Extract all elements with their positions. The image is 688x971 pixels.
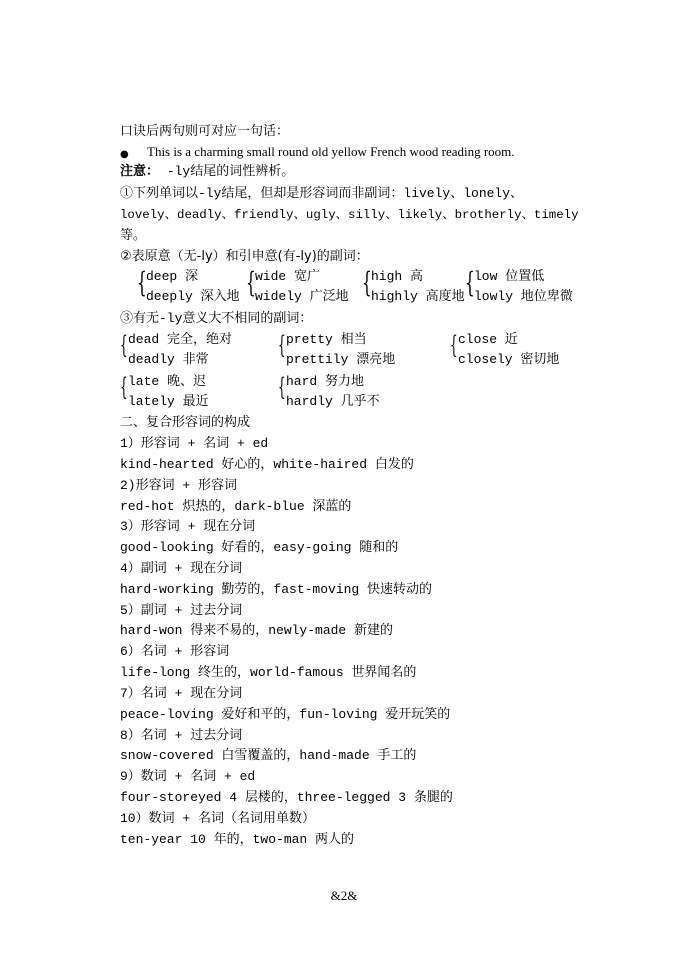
section2-title: 二、复合形容词的构成 bbox=[120, 415, 251, 430]
rule-head: 1）形容词 + 名词 + ed bbox=[120, 436, 269, 451]
pair-wide: wide 宽广 widely 广泛地 bbox=[255, 269, 349, 304]
brace-icon: { bbox=[450, 331, 458, 359]
rule-head: 4）副词 + 现在分词 bbox=[120, 561, 243, 576]
bullet-sentence: This is a charming small round old yellow French wood reading room. bbox=[147, 144, 515, 159]
rule-head: 8）名词 + 过去分词 bbox=[120, 728, 243, 743]
rule-head: 3）形容词 + 现在分词 bbox=[120, 519, 256, 534]
intro-line: 口诀后两句则可对应一句话： bbox=[120, 124, 290, 139]
pair-close: close 近 closely 密切地 bbox=[458, 332, 560, 367]
pair-hard: hard 努力地 hardly 几乎不 bbox=[286, 374, 380, 409]
brace-icon: { bbox=[465, 266, 475, 299]
note-text: -ly结尾的词性辨析。 bbox=[159, 164, 295, 179]
item1-line1: ①下列单词以-ly结尾，但却是形容词而非副词：lively、lonely、 bbox=[120, 186, 524, 201]
rule-example: snow-covered 白雪覆盖的，hand-made 手工的 bbox=[120, 748, 417, 763]
rule-example: life-long 终生的，world-famous 世界闻名的 bbox=[120, 665, 417, 680]
item1-line3: 等。 bbox=[120, 228, 147, 243]
rule-example: red-hot 炽热的，dark-blue 深蓝的 bbox=[120, 499, 352, 514]
pair-high: high 高 highly 高度地 bbox=[371, 269, 465, 304]
rule-example: ten-year 10 年的，two-man 两人的 bbox=[120, 832, 355, 847]
brace-icon: { bbox=[137, 266, 147, 299]
item1-line2: lovely、deadly、friendly、ugly、silly、likely、brotherly、timely bbox=[120, 208, 579, 222]
pair-low: low 位置低 lowly 地位卑微 bbox=[474, 269, 573, 304]
rule-head: 10）数词 + 名词（名词用单数） bbox=[120, 811, 316, 826]
rule-head: 7）名词 + 现在分词 bbox=[120, 686, 243, 701]
brace-icon: { bbox=[246, 266, 256, 299]
pair-dead: dead 完全，绝对 deadly 非常 bbox=[128, 332, 233, 367]
rule-head: 9）数词 + 名词 + ed bbox=[120, 769, 256, 784]
rule-example: four-storeyed 4 层楼的，three-legged 3 条腿的 bbox=[120, 790, 453, 805]
brace-icon: { bbox=[120, 331, 128, 359]
rule-example: kind-hearted 好心的，white-haired 白发的 bbox=[120, 457, 414, 472]
pair-pretty: pretty 相当 prettily 漂亮地 bbox=[286, 332, 396, 367]
pair-deep: deep 深 deeply 深入地 bbox=[146, 269, 240, 304]
rule-example: hard-working 勤劳的，fast-moving 快速转动的 bbox=[120, 582, 433, 597]
brace-icon: { bbox=[278, 373, 286, 401]
note-line bbox=[120, 163, 294, 181]
rule-head: 5）副词 + 过去分词 bbox=[120, 603, 243, 618]
pair-late: late 晚、迟 lately 最近 bbox=[128, 374, 209, 409]
rule-example: hard-won 得来不易的，newly-made 新建的 bbox=[120, 623, 394, 638]
rule-example: peace-loving 爱好和平的，fun-loving 爱开玩笑的 bbox=[120, 707, 451, 722]
rule-head: 2)形容词 + 形容词 bbox=[120, 478, 238, 493]
page-number: &2& bbox=[330, 888, 358, 903]
item2-heading: ②表原意（无-ly）和引申意(有-ly)的副词： bbox=[120, 249, 369, 264]
brace-icon: { bbox=[362, 266, 372, 299]
brace-icon: { bbox=[278, 331, 286, 359]
rule-example: good-looking 好看的，easy-going 随和的 bbox=[120, 540, 399, 555]
item3-heading: ③有无-ly意义大不相同的副词： bbox=[120, 311, 313, 326]
note-label: 注意： bbox=[120, 164, 160, 179]
rule-head: 6）名词 + 形容词 bbox=[120, 644, 230, 659]
bullet-icon: ● bbox=[120, 149, 129, 160]
brace-icon: { bbox=[120, 373, 128, 401]
